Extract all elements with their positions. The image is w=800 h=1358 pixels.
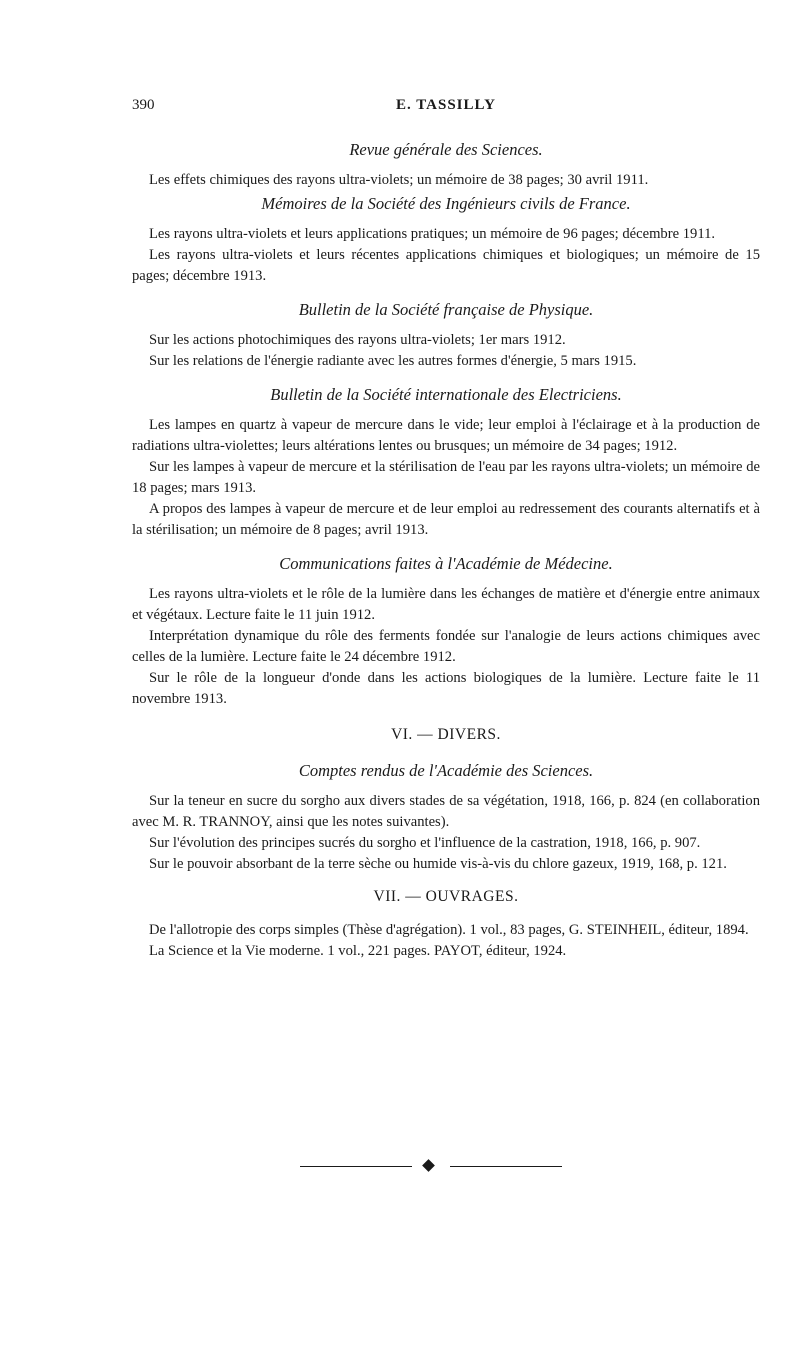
journal-heading-electriciens: Bulletin de la Société internationale des Electriciens.: [270, 385, 622, 404]
bibliography-entry: Les rayons ultra-violets et le rôle de la lumière dans les échanges de matière et d'énergie entre animaux et végétaux. Lecture faite le 11 juin 1912.: [132, 586, 760, 623]
bibliography-entry: Sur le pouvoir absorbant de la terre sèche ou humide vis-à-vis du chlore gazeux, 1919, 168, p. 121.: [149, 856, 727, 872]
ornament-rule-right: [450, 1166, 562, 1167]
page-header: [132, 97, 760, 117]
bibliography-entry: Sur le rôle de la longueur d'onde dans les actions biologiques de la lumière. Lecture faite le 11 novembre 1913.: [132, 670, 760, 707]
bibliography-entry: Sur les relations de l'énergie radiante avec les autres formes d'énergie, 5 mars 1915.: [149, 353, 637, 369]
bibliography-entry: A propos des lampes à vapeur de mercure et de leur emploi au redressement des courants alternatifs et à la stérilisation; un mémoire de 8 pages; avril 1913.: [132, 501, 760, 538]
fleuron-ornament: [300, 1158, 562, 1174]
bibliography-entry: Les rayons ultra-violets et leurs récentes applications chimiques et biologiques; un mémoire de 15 pages; décembre 1913.: [132, 247, 760, 284]
ornament-rule-left: [300, 1166, 412, 1167]
bibliography-entry: La Science et la Vie moderne. 1 vol., 221 pages. PAYOT, éditeur, 1924.: [149, 943, 567, 959]
journal-heading-academie-medecine: Communications faites à l'Académie de Médecine.: [279, 554, 613, 573]
journal-heading-physique: Bulletin de la Société française de Physique.: [298, 300, 594, 319]
section-title-ouvrages: VII. — OUVRAGES.: [373, 888, 519, 905]
journal-heading-revue-generale: Revue générale des Sciences.: [349, 140, 543, 159]
journal-heading-academie-sciences: Comptes rendus de l'Académie des Sciences.: [298, 761, 594, 780]
page-number: 390: [132, 97, 155, 113]
bibliography-entry: Sur l'évolution des principes sucrés du sorgho et l'influence de la castration, 1918, 166, p. 907.: [149, 835, 701, 851]
bibliography-entry: Sur les lampes à vapeur de mercure et la stérilisation de l'eau par les rayons ultra-violets; un mémoire de 18 pages; mars 1913.: [132, 459, 760, 496]
running-head: E. TASSILLY: [396, 97, 496, 113]
bibliography-entry: Sur la teneur en sucre du sorgho aux divers stades de sa végétation, 1918, 166, p. 824 (en collaboration avec M. R. TRANNOY, ainsi que les notes suivantes).: [132, 793, 760, 830]
section-title-divers: VI. — DIVERS.: [391, 726, 501, 743]
bibliography-entry: Les effets chimiques des rayons ultra-violets; un mémoire de 38 pages; 30 avril 1911.: [149, 172, 649, 188]
bibliography-entry: De l'allotropie des corps simples (Thèse d'agrégation). 1 vol., 83 pages, G. STEINHEIL, éditeur, 1894.: [149, 922, 749, 938]
journal-heading-ingenieurs-civils: Mémoires de la Société des Ingénieurs civils de France.: [261, 194, 631, 213]
bibliography-entry: Interprétation dynamique du rôle des ferments fondée sur l'analogie de leurs actions chimiques avec celles de la lumière. Lecture faite le 24 décembre 1912.: [132, 628, 760, 665]
bibliography-entry: Sur les actions photochimiques des rayons ultra-violets; 1er mars 1912.: [149, 332, 566, 348]
bibliography-entry: Les lampes en quartz à vapeur de mercure dans le vide; leur emploi à l'éclairage et à la production de radiations ultra-violettes; leurs altérations lentes ou brusques; un mémoire de 34 pages; 1912.: [132, 417, 760, 454]
page-body: [132, 139, 760, 962]
diamond-ornament-icon: [422, 1159, 435, 1172]
bibliography-entry: Les rayons ultra-violets et leurs applications pratiques; un mémoire de 96 pages; décembre 1911.: [149, 226, 716, 242]
